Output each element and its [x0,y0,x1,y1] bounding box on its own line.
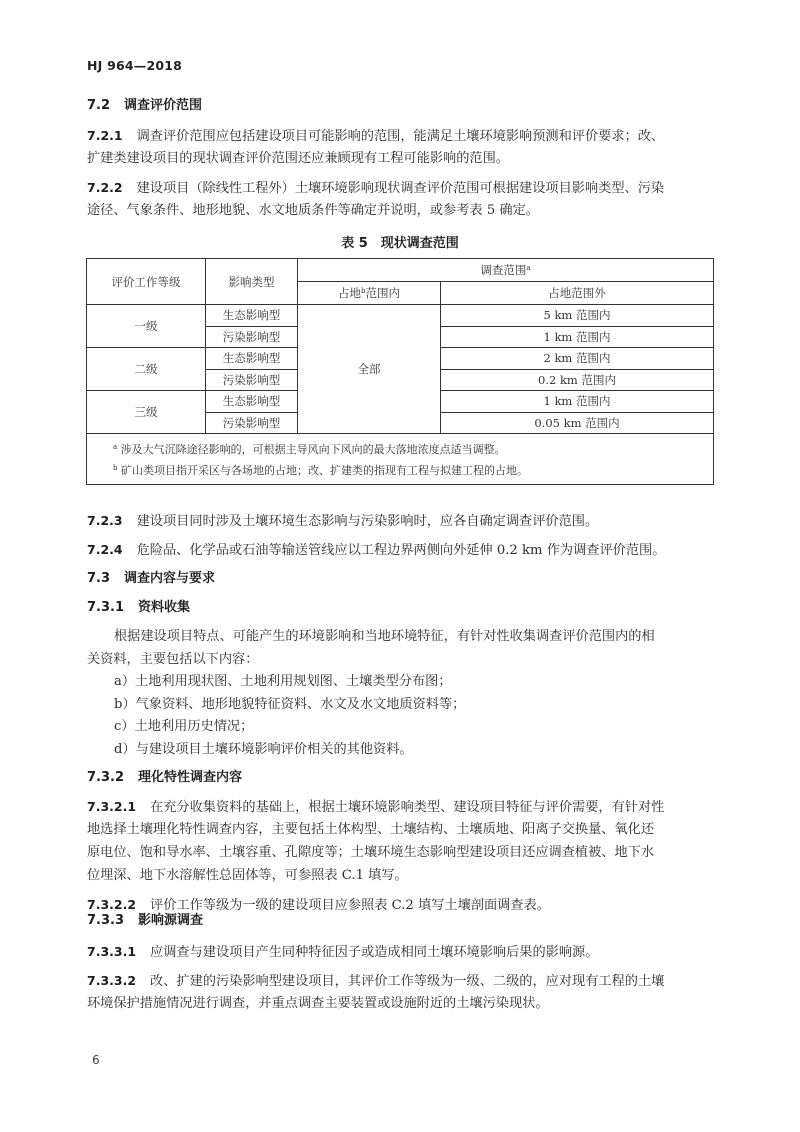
type-cell: 污染影响型 [206,326,298,348]
section-title: 影响源调查 [138,913,204,928]
header-inside [298,282,441,305]
clause-text: 评价工作等级为一级的建设项目应参照表 C.2 填写土壤剖面调查表。 [150,898,550,913]
header-type: 影响类型 [206,259,298,305]
clause-7-2-2-line-2: 途径、气象条件、地形地貌、水文地质条件等确定并说明，或参考表 5 确定。 [87,203,539,218]
type-cell: 污染影响型 [206,369,298,391]
section-number: 7.3.3 [87,913,125,928]
inside-cell: 全部 [298,305,441,434]
clause-7-3-2-1-line-3: 原电位、饱和导水率、土壤容重、孔隙度等；土壤环境生态影响型建设项目还应调查植被、地下水 [87,845,655,860]
clause-number: 7.3.2.1 [87,799,137,814]
clause-text: 危险品、化学品或石油等输送管线应以工程边界两侧向外延伸 0.2 km 作为调查评价范围。 [136,543,666,558]
header-scope [298,259,714,282]
level-cell: 一级 [87,305,206,348]
clause-number: 7.2.1 [87,128,123,143]
clause-number: 7.2.3 [87,513,123,528]
clause-7-3-3-2-line-1 [87,972,664,991]
outside-cell: 0.2 km 范围内 [441,369,714,391]
clause-number: 7.3.3.1 [87,944,137,959]
list-item: b）气象资料、地形地貌特征资料、水文及水文地质资料等； [114,697,466,712]
clause-7-3-2-1-line-2: 地选择土壤理化特性调查内容，主要包括土体构型、土壤结构、土壤质地、阳离子交换量、氧化还 [87,822,655,837]
outside-cell: 0.05 km 范围内 [441,412,714,434]
type-cell: 生态影响型 [206,348,298,370]
section-title: 调查内容与要求 [124,571,216,586]
section-title: 资料收集 [138,600,191,615]
section-7-3-3-heading [87,912,203,930]
header-inside-text: 占地 [338,286,361,300]
section-number: 7.3 [87,571,111,586]
clause-text: 调查评价范围应包括建设项目可能影响的范围，能满足土壤环境影响预测和评价要求；改、 [136,129,665,144]
section-title: 理化特性调查内容 [138,770,243,785]
outside-cell: 5 km 范围内 [441,305,714,327]
table-notes [87,434,714,485]
section-7-2-heading [87,97,202,115]
clause-7-3-2-1-line-4: 位埋深、地下水溶解性总固体等，可参照表 C.1 填写。 [87,868,408,883]
clause-text: 应调查与建设项目产生同种特征因子或造成相同土壤环境影响后果的影响源。 [150,945,599,960]
clause-number: 7.2.4 [87,542,123,557]
clause-7-2-1-line-1 [87,127,664,146]
type-cell: 生态影响型 [206,391,298,413]
outside-cell: 1 km 范围内 [441,326,714,348]
clause-number: 7.2.2 [87,180,123,195]
clause-text: 在充分收集资料的基础上，根据土壤环境影响类型、建设项目特征与评价需要，有针对性 [150,800,665,815]
table-notes-row [87,434,714,485]
header-scope-text: 调查范围 [480,263,527,277]
clause-7-2-1-line-2: 扩建类建设项目的现状调查评价范围还应兼顾现有工程可能影响的范围。 [87,151,509,166]
table-caption: 表 5 现状调查范围 [341,236,459,251]
table-row [87,305,714,327]
header-level: 评价工作等级 [87,259,206,305]
clause-7-3-3-2-line-2: 环境保护措施情况进行调查，并重点调查主要装置或设施附近的土壤污染现状。 [87,996,549,1011]
section-7-3-2-heading [87,769,242,787]
footnote-mark-a: a [526,264,531,272]
clause-text: 建设项目同时涉及土壤环境生态影响与污染影响时，应各自确定调查评价范围。 [136,514,599,529]
level-cell: 二级 [87,348,206,391]
list-item: d）与建设项目土壤环境影响评价相关的其他资料。 [114,742,413,757]
section-number: 7.2 [87,98,111,113]
clause-7-2-4 [87,541,665,560]
type-cell: 生态影响型 [206,305,298,327]
table-5-survey-scope [86,258,714,485]
table-note-a [113,438,703,459]
paragraph-7-3-1-line-2: 关资料，主要包括以下内容： [87,652,259,667]
note-text: 矿山类项目指开采区与各场地的占地；改、扩建类的指现有工程与拟建工程的占地。 [120,464,528,477]
header-outside: 占地范围外 [441,282,714,305]
clause-text: 改、扩建的污染影响型建设项目，其评价工作等级为一级、二级的，应对现有工程的土壤 [150,974,665,989]
outside-cell: 1 km 范围内 [441,391,714,413]
page-number: 6 [92,1053,100,1067]
clause-text: 建设项目（除线性工程外）土壤环境影响现状调查评价范围可根据建设项目影响类型、污染 [136,181,665,196]
list-item: a）土地利用现状图、土地利用规划图、土壤类型分布图； [114,674,452,689]
list-item: c）土地利用历史情况； [114,719,254,734]
clause-7-2-2-line-1 [87,179,664,198]
clause-7-2-3 [87,512,598,531]
clause-7-3-2-1-line-1 [87,798,664,817]
outside-cell: 2 km 范围内 [441,348,714,370]
note-mark: a [113,443,118,451]
note-mark: b [113,464,118,472]
section-7-3-heading [87,570,215,588]
paragraph-7-3-1-line-1: 根据建设项目特点、可能产生的环境影响和当地环境特征，有针对性收集调查评价范围内的相 [114,629,655,644]
clause-number: 7.3.3.2 [87,973,137,988]
level-cell: 三级 [87,391,206,434]
clause-number: 7.3.2.2 [87,897,137,912]
clause-7-3-3-1 [87,943,598,962]
header-inside-suffix: 范围内 [365,286,400,300]
section-number: 7.3.2 [87,770,125,785]
table-note-b [113,459,703,480]
type-cell: 污染影响型 [206,412,298,434]
section-7-3-1-heading [87,599,190,617]
standard-code-header: HJ 964—2018 [87,58,183,73]
footnote-mark-b: b [361,287,366,295]
table-header-row-1 [87,259,714,282]
section-title: 调查评价范围 [124,98,203,113]
section-number: 7.3.1 [87,600,125,615]
note-text: 涉及大气沉降途径影响的，可根据主导风向下风向的最大落地浓度点适当调整。 [120,443,506,456]
